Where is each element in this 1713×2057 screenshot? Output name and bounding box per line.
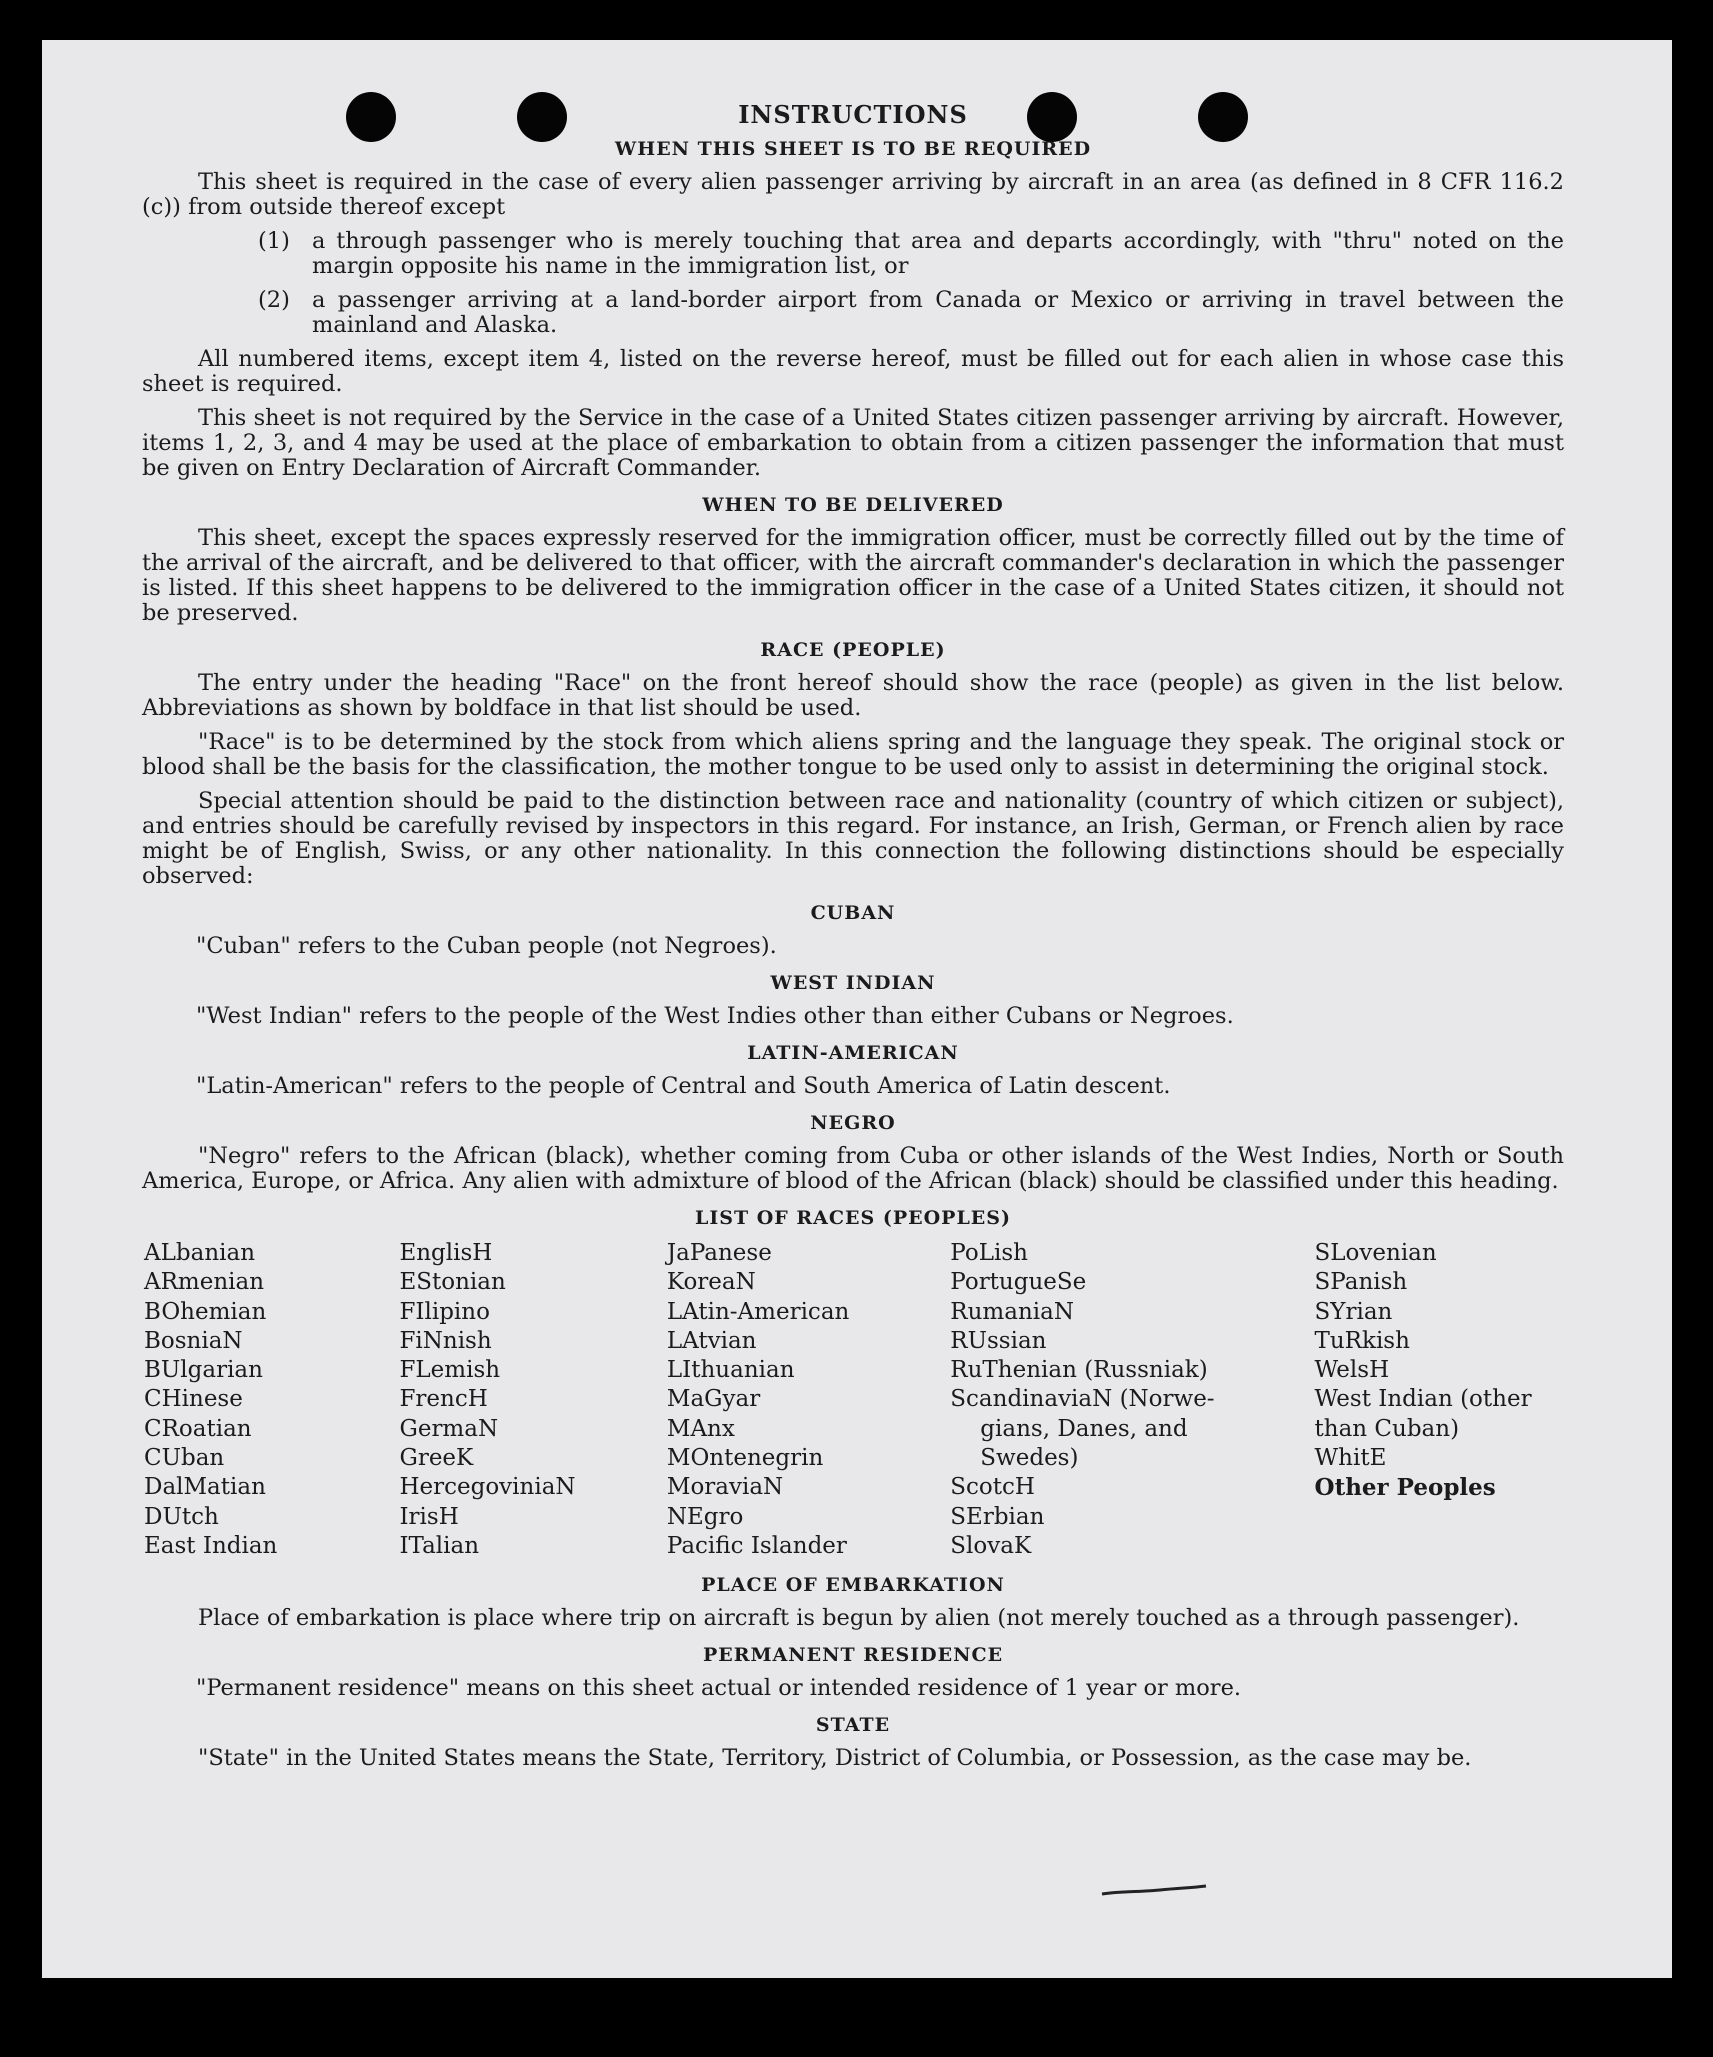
race-entry: JaPanese [666,1240,772,1266]
race-entry: MAnx [666,1415,735,1442]
race-entry: MOntenegrin [666,1445,824,1472]
race-entry: DUtch [144,1503,219,1530]
definition-text: "Latin-American" refers to the people of Central and South America of Latin descent. [196,1073,1171,1099]
paragraph: The entry under the heading "Race" on the front hereof should show the race (people) as given in the list below. Abbreviations as shown by boldface in that list should be used. [142,670,1564,721]
instructions-content [142,102,1564,1780]
race-entry: GermaN [399,1415,499,1442]
handwritten-mark [1100,1882,1210,1898]
section-heading: WHEN THIS SHEET IS TO BE REQUIRED [614,138,1092,160]
definition-text: "West Indian" refers to the people of the West Indies other than either Cubans or Negroes. [196,1003,1234,1029]
race-entry: MoraviaN [666,1474,784,1501]
section-heading: LATIN-AMERICAN [747,1042,959,1064]
race-entry: PoLish [950,1240,1028,1266]
race-entry: LIthuanian [666,1357,795,1384]
race-entry: LAtvian [666,1327,757,1354]
race-entry: ScotcH [950,1474,1035,1501]
race-entry: HercegoviniaN [399,1474,576,1501]
race-entry: CUban [144,1445,225,1472]
races-column-3 [667,1239,950,1561]
list-item-text: a passenger arriving at a land-border airport from Canada or Mexico or arriving in travel between the mainland and Alaska. [312,287,1564,338]
race-entry: CHinese [144,1386,243,1413]
section-heading: WHEN TO BE DELIVERED [702,494,1004,516]
section-heading: PERMANENT RESIDENCE [702,1644,1004,1667]
race-entry: SlovaK [950,1532,1032,1559]
section-heading: CUBAN [810,902,896,924]
race-entry: FiNnish [399,1327,492,1354]
race-entry: Pacific Islander [666,1532,847,1559]
race-entry: SLovenian [1314,1240,1437,1266]
race-entry: FIlipino [399,1298,490,1325]
race-entry: EStonian [399,1269,506,1296]
race-entry: ITalian [399,1532,480,1559]
race-entry: RUssian [950,1327,1047,1354]
race-entry: NEgro [666,1503,744,1530]
race-entry: SErbian [950,1503,1045,1530]
list-item-text: a through passenger who is merely touching that area and departs accordingly, with "thru" noted on the margin opposite his name in the immigration list, or [312,228,1564,279]
race-entry: BOhemian [144,1298,267,1325]
paragraph: All numbered items, except item 4, listed on the reverse hereof, must be filled out for each alien in whose case this sheet is required. [142,346,1564,397]
race-entry: SPanish [1314,1269,1408,1296]
race-entry: RuThenian (Russniak) [950,1357,1208,1384]
race-entry: ARmenian [144,1269,265,1296]
race-entry: WelsH [1314,1357,1390,1384]
race-entry: RumaniaN [950,1298,1074,1325]
definition-text: "Permanent residence" means on this sheet actual or intended residence of 1 year or more. [196,1675,1242,1702]
paragraph: "Race" is to be determined by the stock from which aliens spring and the language they speak. The original stock or blood shall be the basis for the classification, the mother tongue to be used only to assist in determining the original stock. [142,729,1564,780]
paragraph: This sheet is required in the case of every alien passenger arriving by aircraft in an area (as defined in 8 CFR 116.2 (c)) from outside thereof except [142,169,1564,220]
race-entry: ALbanian [144,1240,256,1266]
race-entry: Other Peoples [1314,1474,1496,1502]
race-entry: BosniaN [144,1327,243,1354]
section-heading: NEGRO [810,1112,896,1134]
paragraph: Place of embarkation is place where trip on aircraft is begun by alien (not merely touched as a through passenger). [198,1605,1520,1632]
race-entry: KoreaN [666,1269,756,1296]
race-entry: TuRkish [1314,1327,1410,1354]
race-entry: FrencH [399,1386,488,1413]
race-entry: FLemish [399,1357,501,1384]
race-entry: ScandinaviaN (Norwe- [950,1386,1215,1413]
list-item [142,288,1564,338]
race-entry: MaGyar [666,1386,761,1413]
section-heading: PLACE OF EMBARKATION [701,1574,1005,1597]
race-entry: IrisH [399,1503,459,1530]
race-entry: SYrian [1314,1298,1393,1325]
race-entry: DalMatian [144,1474,266,1501]
race-entry: EnglisH [399,1240,493,1266]
races-column-5 [1315,1239,1564,1561]
race-entry: East Indian [144,1532,278,1559]
definition-text: "Cuban" refers to the Cuban people (not Negroes). [196,933,777,959]
races-list [144,1239,1564,1561]
races-column-4 [950,1239,1314,1561]
page-title: INSTRUCTIONS [738,100,968,129]
paragraph: "Negro" refers to the African (black), whether coming from Cuba or other islands of the West Indies, North or South America, Europe, or Africa. Any alien with admixture of blood of the African (black) should be classified under this heading. [142,1143,1564,1194]
section-heading: WEST INDIAN [770,972,936,994]
paragraph: This sheet is not required by the Service in the case of a United States citizen passenger arriving by aircraft. However, items 1, 2, 3, and 4 may be used at the place of embarkation to obtain from a citizen passenger the information that must be given on Entry Declaration of Aircraft Commander. [142,405,1564,481]
list-item-number: (1) [258,228,290,254]
race-entry-continuation: gians, Danes, and [980,1415,1188,1442]
race-entry: BUlgarian [144,1357,263,1384]
list-item-number: (2) [258,287,290,313]
races-column-2 [399,1239,666,1561]
section-heading: RACE (PEOPLE) [760,639,946,661]
race-entry: CRoatian [144,1415,252,1442]
paragraph: Special attention should be paid to the distinction between race and nationality (country of which citizen or subject), and entries should be carefully revised by inspectors in this regard. For instance, an Irish, German, or French alien by race might be of English, Swiss, or any other nationality. In this connection the following distinctions should be especially observed: [142,788,1564,889]
races-column-1 [144,1239,399,1561]
race-entry: PortugueSe [950,1269,1087,1296]
section-heading: STATE [815,1714,891,1737]
race-entry: LAtin-American [666,1298,850,1325]
race-entry: GreeK [399,1445,474,1472]
race-entry: WhitE [1314,1445,1387,1472]
race-entry-continuation: than Cuban) [1314,1415,1460,1442]
race-entry-continuation: Swedes) [980,1445,1079,1472]
list-item [142,229,1564,279]
paragraph: "State" in the United States means the State, Territory, District of Columbia, or Possession, as the case may be. [198,1745,1472,1772]
paragraph: This sheet, except the spaces expressly reserved for the immigration officer, must be correctly filled out by the time of the arrival of the aircraft, and be delivered to that officer, with the aircraft commander's declaration in which the passenger is listed. If this sheet happens to be delivered to the immigration officer in the case of a United States citizen, it should not be preserved. [142,525,1564,626]
section-heading: LIST OF RACES (PEOPLES) [695,1207,1011,1229]
race-entry: West Indian (other [1314,1386,1532,1413]
